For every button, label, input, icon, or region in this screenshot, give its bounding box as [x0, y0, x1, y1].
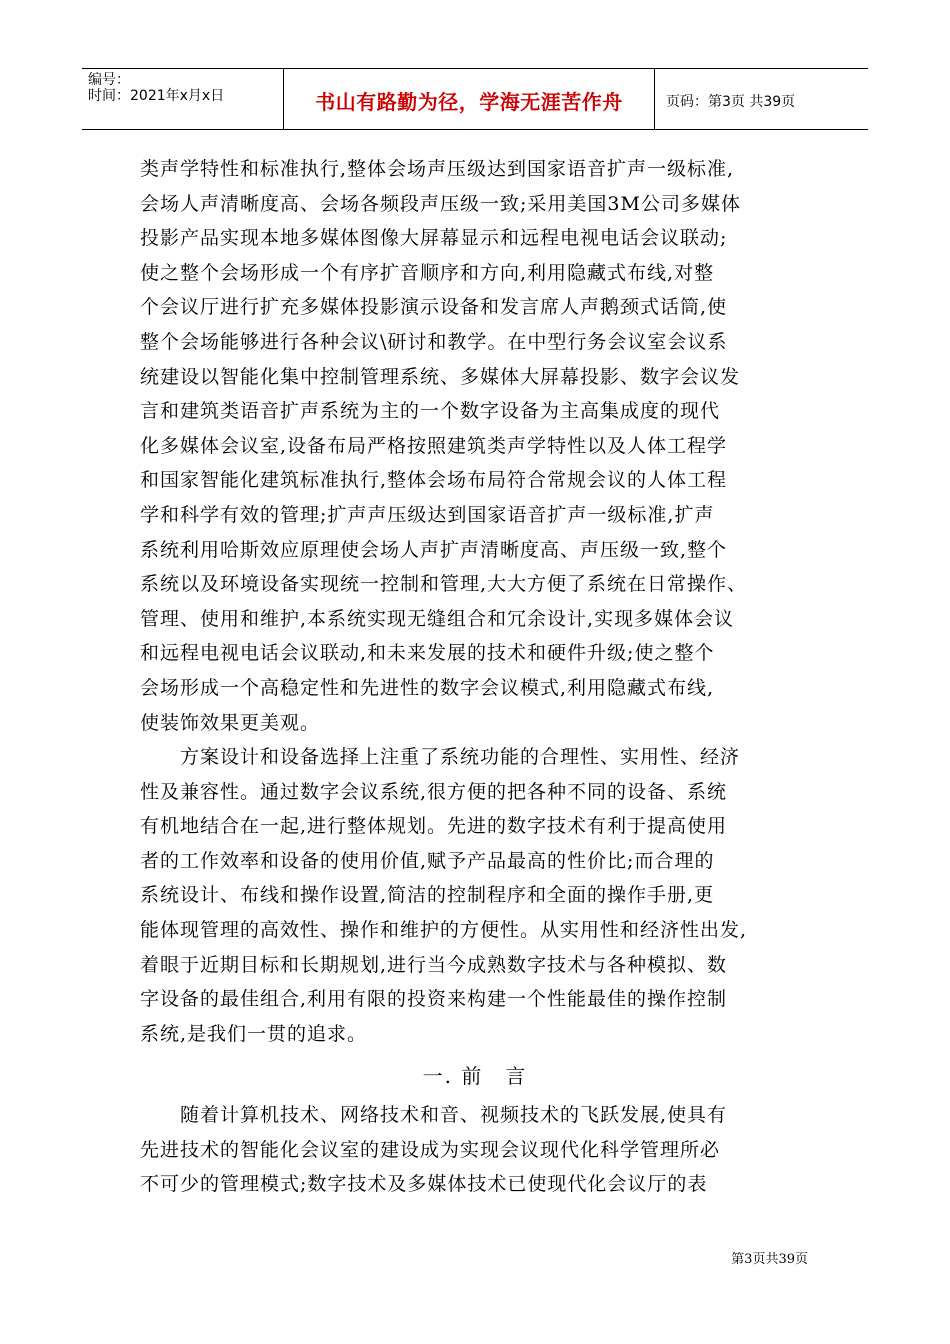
- header-motto: 书山有路勤为径，学海无涯苦作舟: [315, 90, 623, 114]
- header-motto-cell: [283, 69, 655, 129]
- text-line: 系统以及环境设备实现统一控制和管理,大大方便了系统在日常操作、: [140, 573, 748, 596]
- text-line: 统建设以智能化集中控制管理系统、多媒体大屏幕投影、数字会议发: [140, 365, 741, 388]
- text-line: 投影产品实现本地多媒体图像大屏幕显示和远程电视电话会议联动;: [140, 227, 728, 250]
- page-footer: 第3页共39页: [731, 1252, 808, 1267]
- text-line: 学和科学有效的管理;扩声声压级达到国家语音扩声一级标准,扩声: [140, 503, 715, 526]
- text-line: 会场人声清晰度高、会场各频段声压级一致;采用美国3M公司多媒体: [140, 192, 741, 215]
- header-page-cell: [654, 69, 868, 129]
- section-heading: 一. 前 言: [422, 1064, 528, 1088]
- text-line: 整个会场能够进行各种会议\研讨和教学。在中型行务会议室会议系: [140, 330, 728, 353]
- text-line: 使装饰效果更美观。: [140, 711, 321, 734]
- text-line: 管理、使用和维护,本系统实现无缝组合和冗余设计,实现多媒体会议: [140, 607, 735, 630]
- header-page-code: 页码：第3页 共39页: [666, 94, 796, 110]
- text-line: 先进技术的智能化会议室的建设成为实现会议现代化科学管理所必: [140, 1138, 721, 1161]
- text-line: 系统,是我们一贯的追求。: [140, 1022, 368, 1045]
- text-line: 和远程电视电话会议联动,和未来发展的技术和硬件升级;使之整个: [140, 642, 715, 665]
- header-meta-cell: [82, 69, 282, 129]
- text-line: 能体现管理的高效性、操作和维护的方便性。从实用性和经济性出发,: [140, 919, 748, 942]
- paragraph: [140, 152, 810, 740]
- text-line: 系统利用哈斯效应原理使会场人声扩声清晰度高、声压级一致,整个: [140, 538, 728, 561]
- text-line: 和国家智能化建筑标准执行,整体会场布局符合常规会议的人体工程: [140, 469, 728, 492]
- text-line: 随着计算机技术、网络技术和音、视频技术的飞跃发展,使具有: [140, 1104, 728, 1126]
- text-line: 者的工作效率和设备的使用价值,赋予产品最高的性价比;而合理的: [140, 849, 715, 872]
- text-line: 使之整个会场形成一个有序扩音顺序和方向,利用隐藏式布线,对整: [140, 261, 715, 284]
- text-line: 个会议厅进行扩充多媒体投影演示设备和发言席人声鹅颈式话筒,使: [140, 296, 728, 319]
- text-line: 化多媒体会议室,设备布局严格按照建筑类声学特性以及人体工程学: [140, 434, 728, 457]
- text-line: 方案设计和设备选择上注重了系统功能的合理性、实用性、经济: [140, 746, 741, 769]
- text-line: 系统设计、布线和操作设置,简洁的控制程序和全面的操作手册,更: [140, 884, 715, 907]
- page-header: [82, 68, 868, 130]
- text-line: 有机地结合在一起,进行整体规划。先进的数字技术有利于提高使用: [140, 815, 728, 838]
- body-paragraph-1: [140, 152, 810, 1051]
- document-date: 时间：2021年x月x日: [88, 88, 225, 104]
- text-line: 不可少的管理模式;数字技术及多媒体技术已使现代化会议厅的表: [140, 1173, 708, 1196]
- text-line: 着眼于近期目标和长期规划,进行当今成熟数字技术与各种模拟、数: [140, 953, 728, 976]
- text-line: 会场形成一个高稳定性和先进性的数字会议模式,利用隐藏式布线,: [140, 676, 715, 699]
- text-line: 字设备的最佳组合,利用有限的投资来构建一个性能最佳的操作控制: [140, 988, 728, 1011]
- text-line: 性及兼容性。通过数字会议系统,很方便的把各种不同的设备、系统: [140, 780, 728, 803]
- text-line: 类声学特性和标准执行,整体会场声压级达到国家语音扩声一级标准,: [140, 158, 735, 180]
- paragraph: [140, 1098, 810, 1202]
- document-number-label: 编号：: [88, 72, 130, 88]
- text-line: 言和建筑类语音扩声系统为主的一个数字设备为主高集成度的现代: [140, 400, 721, 423]
- body-paragraph-3: [140, 1098, 810, 1202]
- paragraph: [140, 740, 810, 1051]
